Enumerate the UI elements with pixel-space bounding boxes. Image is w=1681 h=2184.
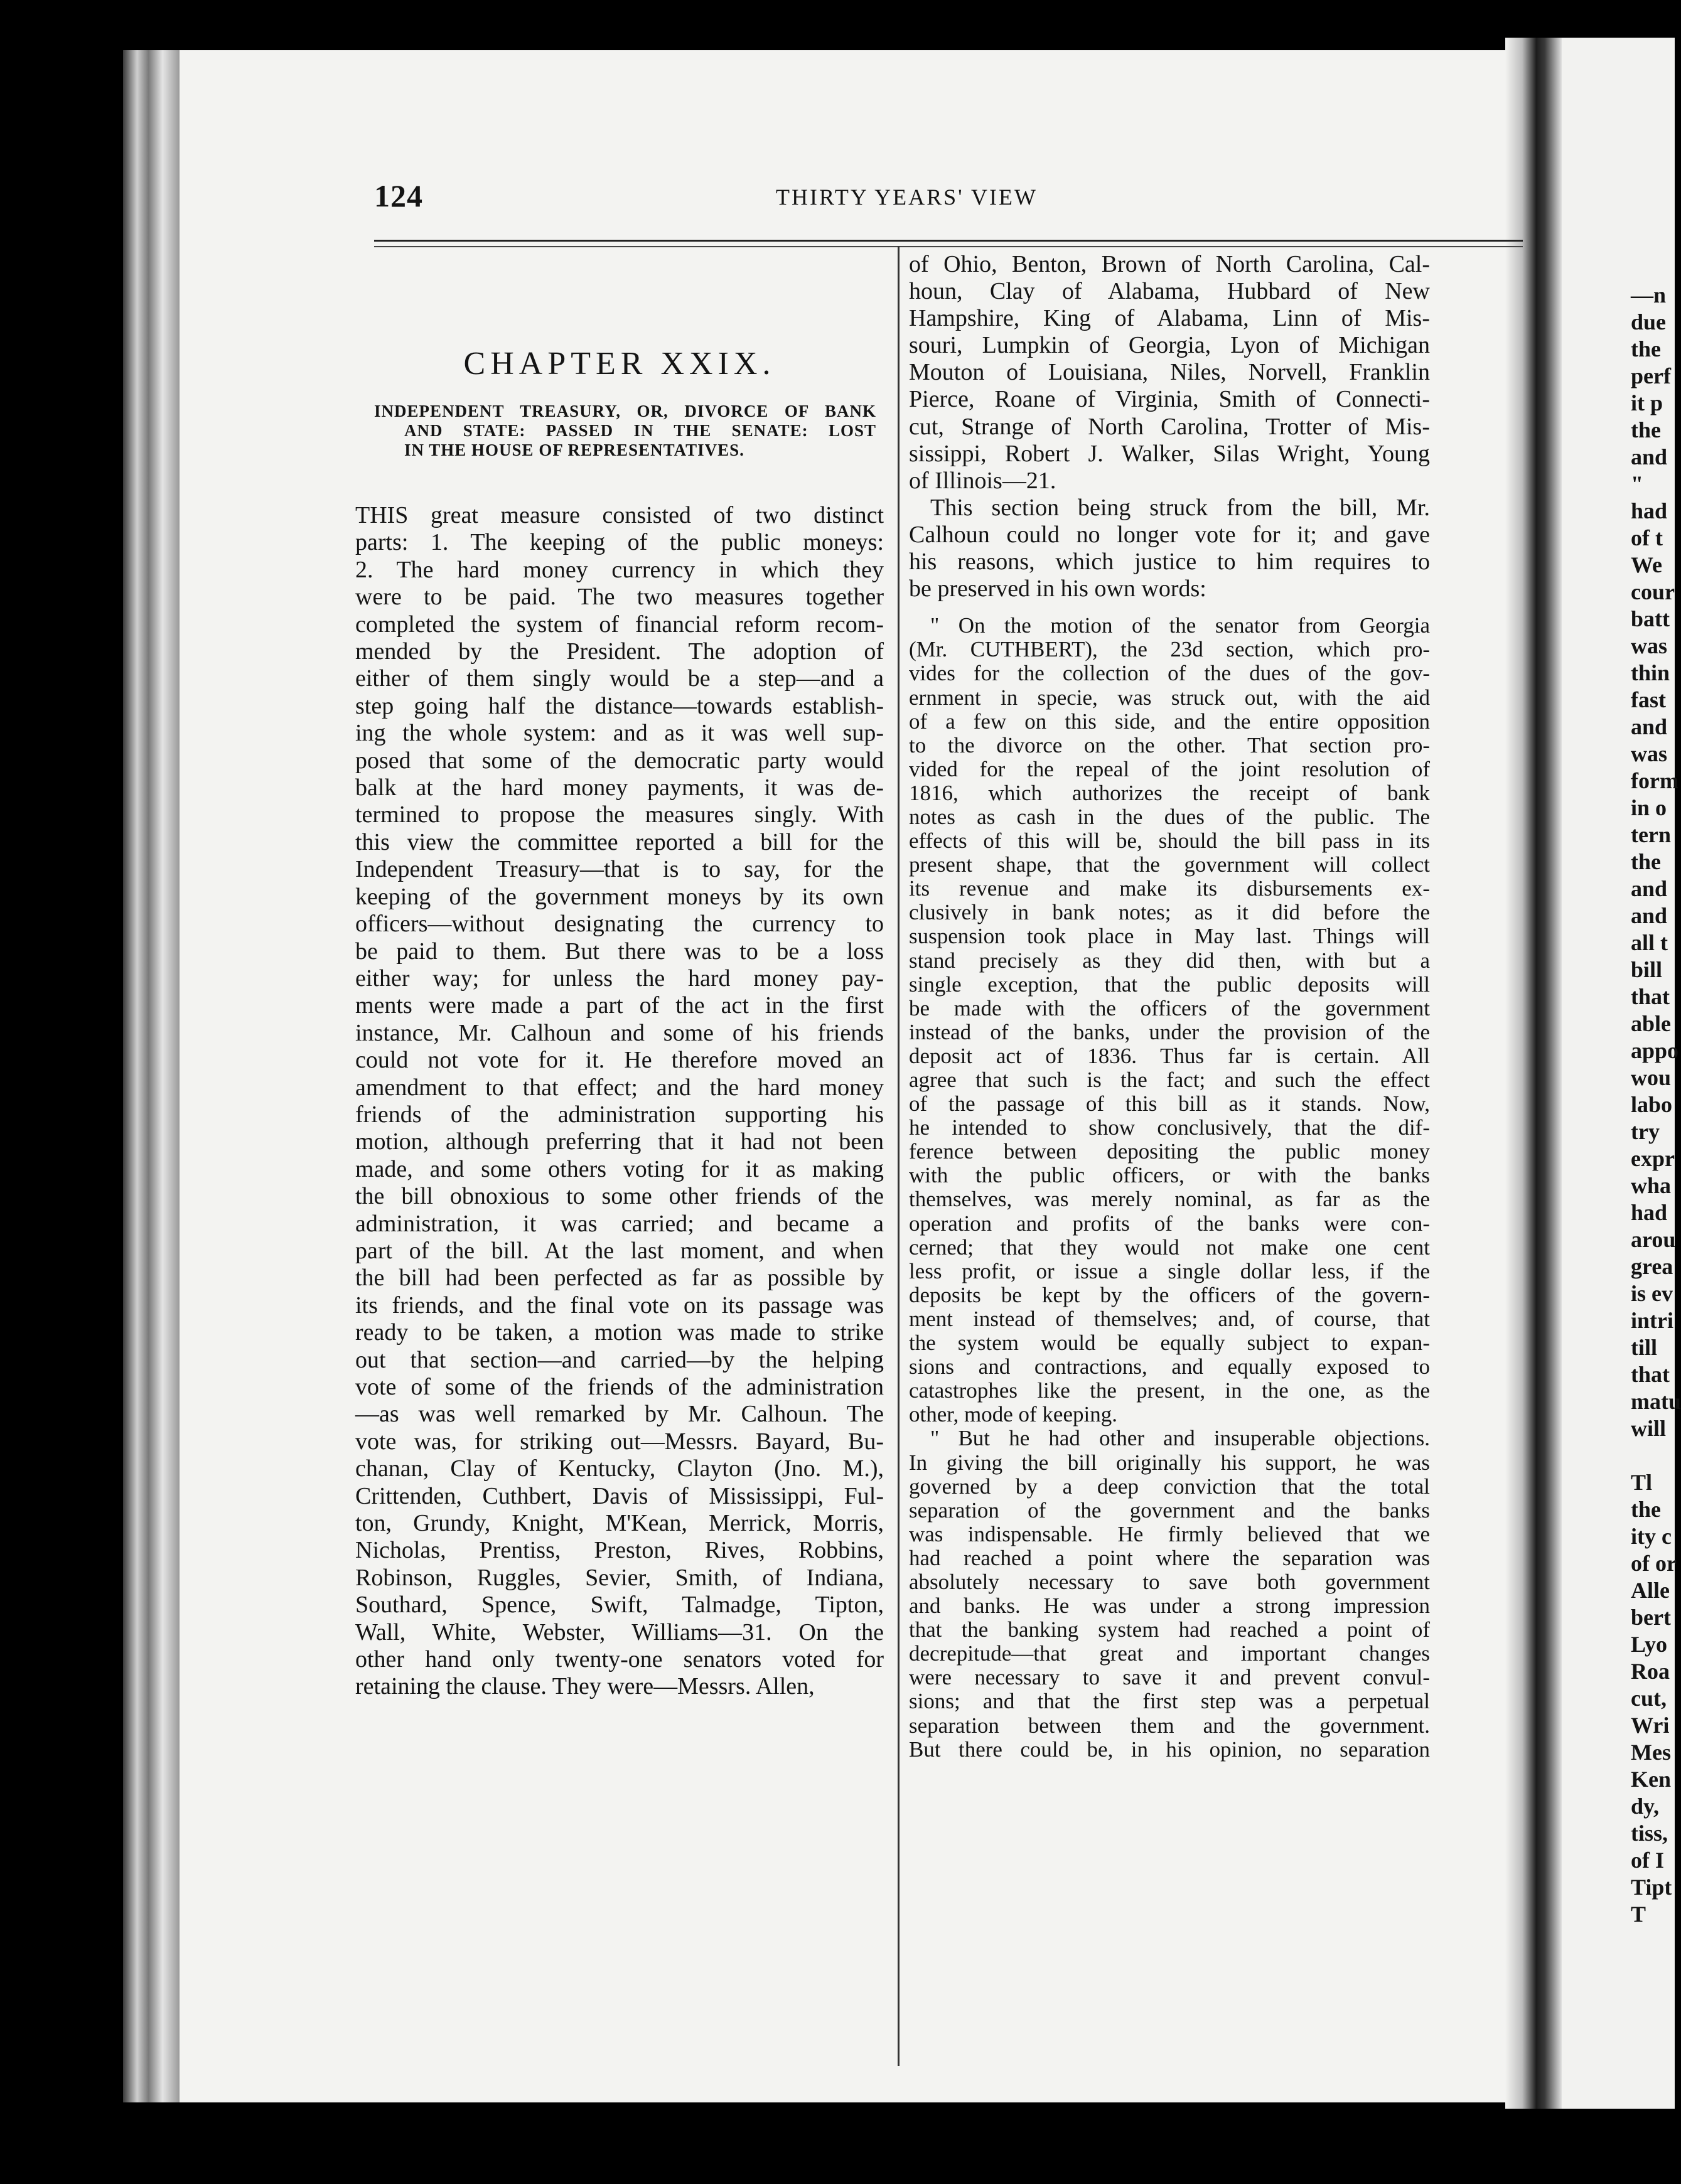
text-line: present shape, that the government will collect bbox=[909, 852, 1430, 877]
facing-page-fragment: fast bbox=[1631, 687, 1666, 712]
facing-page-fragment: bert bbox=[1631, 1605, 1671, 1630]
text-line: administration, it was carried; and became a bbox=[355, 1210, 884, 1237]
column-divider bbox=[898, 246, 900, 2066]
text-line: Hampshire, King of Alabama, Linn of Mis- bbox=[909, 305, 1430, 332]
chapter-summary-line: AND STATE: PASSED IN THE SENATE: LOST bbox=[404, 421, 876, 440]
text-line: clusively in bank notes; as it did before the bbox=[909, 900, 1430, 925]
text-line: its revenue and make its disbursements ex- bbox=[909, 876, 1430, 901]
text-line: ton, Grundy, Knight, M'Kean, Merrick, Morris, bbox=[355, 1510, 884, 1537]
text-line: of Illinois—21. bbox=[909, 467, 1056, 494]
text-line: and banks. He was under a strong impression bbox=[909, 1593, 1430, 1619]
text-line: governed by a deep conviction that the total bbox=[909, 1474, 1430, 1499]
text-line: made, and some others voting for it as making bbox=[355, 1155, 884, 1182]
facing-page-fragment: Tipt bbox=[1631, 1875, 1672, 1900]
facing-page-fragment: and bbox=[1631, 903, 1668, 928]
chapter-title: CHAPTER XXIX. bbox=[463, 346, 776, 382]
facing-page-fragment: Ken bbox=[1631, 1767, 1672, 1792]
text-line: stand precisely as they did then, with but a bbox=[909, 948, 1430, 973]
text-line: of Ohio, Benton, Brown of North Carolina, Cal- bbox=[909, 251, 1430, 277]
facing-page-fragment: bill bbox=[1631, 957, 1663, 982]
page-number: 124 bbox=[374, 178, 423, 213]
text-line: Southard, Spence, Swift, Talmadge, Tipton, bbox=[355, 1592, 884, 1619]
text-line: But there could be, in his opinion, no separation bbox=[909, 1737, 1430, 1762]
facing-page-fragment: and bbox=[1631, 444, 1668, 469]
facing-page-fragment: perf bbox=[1631, 363, 1671, 388]
text-line: retaining the clause. They were—Messrs. Allen, bbox=[355, 1673, 815, 1700]
text-line: houn, Clay of Alabama, Hubbard of New bbox=[909, 278, 1430, 305]
text-line: instance, Mr. Calhoun and some of his friends bbox=[355, 1019, 884, 1046]
text-line: 2. The hard money currency in which they bbox=[355, 556, 884, 583]
facing-page-fragment: T bbox=[1631, 1902, 1646, 1927]
facing-page-fragment: cut, bbox=[1631, 1686, 1667, 1711]
text-line: out that section—and carried—by the helping bbox=[355, 1346, 884, 1373]
facing-page-fragment: it p bbox=[1631, 390, 1663, 415]
facing-page-edge bbox=[1562, 38, 1681, 2109]
chapter-summary-line: INDEPENDENT TREASURY, OR, DIVORCE OF BANK bbox=[374, 402, 876, 420]
facing-page-fragment: Alle bbox=[1631, 1578, 1670, 1603]
text-line: " On the motion of the senator from Georgia bbox=[930, 613, 1430, 638]
text-line: either of them singly would be a step—and a bbox=[355, 665, 884, 692]
text-line: sions; and that the first step was a perpetual bbox=[909, 1689, 1430, 1714]
facing-page-fragment: Wri bbox=[1631, 1713, 1670, 1738]
text-line: Calhoun could no longer vote for it; and gave bbox=[909, 521, 1430, 548]
text-line: 1816, which authorizes the receipt of bank bbox=[909, 780, 1430, 805]
text-line: single exception, that the public deposits will bbox=[909, 972, 1430, 997]
facing-page-fragment: was bbox=[1631, 633, 1668, 658]
facing-page-fragment: labo bbox=[1631, 1092, 1673, 1117]
text-line: be paid to them. But there was to be a loss bbox=[355, 938, 884, 965]
facing-page-fragment: " bbox=[1631, 471, 1643, 496]
text-line: other, mode of keeping. bbox=[909, 1402, 1117, 1427]
text-line: officers—without designating the currency to bbox=[355, 911, 884, 938]
text-line: that the banking system had reached a point of bbox=[909, 1617, 1430, 1642]
book-gutter bbox=[1505, 38, 1562, 2109]
facing-page-fragment: batt bbox=[1631, 606, 1670, 631]
text-line: Robinson, Ruggles, Sevier, Smith, of Indiana, bbox=[355, 1564, 884, 1591]
facing-page-fragment: that bbox=[1631, 1362, 1670, 1387]
facing-page-fragment: in o bbox=[1631, 795, 1667, 820]
text-line: vote of some of the friends of the administration bbox=[355, 1374, 884, 1400]
text-line: the bill had been perfected as far as possible by bbox=[355, 1265, 884, 1292]
facing-page-fragment: due bbox=[1631, 309, 1667, 335]
facing-page-fragment: all t bbox=[1631, 930, 1668, 955]
text-line: its friends, and the final vote on its passage was bbox=[355, 1292, 884, 1319]
text-line: sions and contractions, and equally exposed to bbox=[909, 1354, 1430, 1379]
facing-page-fragment: wou bbox=[1631, 1065, 1672, 1090]
facing-page-fragment: will bbox=[1631, 1416, 1667, 1441]
text-line: either way; for unless the hard money pay- bbox=[355, 965, 884, 992]
chapter-summary-line: IN THE HOUSE OF REPRESENTATIVES. bbox=[404, 441, 744, 459]
text-line: chanan, Clay of Kentucky, Clayton (Jno. M.), bbox=[355, 1455, 884, 1482]
text-line: Pierce, Roane of Virginia, Smith of Connecti- bbox=[909, 386, 1430, 413]
header-rule bbox=[374, 240, 1523, 242]
text-line: catastrophes like the present, in the one, as the bbox=[909, 1378, 1430, 1403]
text-line: mended by the President. The adoption of bbox=[355, 638, 884, 665]
facing-page-fragment: the bbox=[1631, 1497, 1661, 1522]
text-line: posed that some of the democratic party would bbox=[355, 747, 884, 774]
right-column-text bbox=[909, 251, 1430, 1762]
text-line: other hand only twenty-one senators voted for bbox=[355, 1646, 884, 1673]
text-line: the bill obnoxious to some other friends of the bbox=[355, 1183, 884, 1210]
facing-page-fragment: Roa bbox=[1631, 1659, 1670, 1684]
text-line: termined to propose the measures singly. With bbox=[355, 801, 884, 828]
facing-page-fragment: and bbox=[1631, 876, 1668, 901]
text-line: be made with the officers of the government bbox=[909, 995, 1430, 1020]
facing-page-fragment: tiss, bbox=[1631, 1821, 1668, 1846]
text-line: part of the bill. At the last moment, and when bbox=[355, 1237, 884, 1264]
text-line: less profit, or issue a single dollar less, if the bbox=[909, 1258, 1430, 1283]
chapter-summary bbox=[374, 402, 876, 460]
text-line: ready to be taken, a motion was made to strike bbox=[355, 1319, 884, 1346]
facing-page-fragment: expr bbox=[1631, 1146, 1675, 1171]
paragraph-gap bbox=[909, 602, 1430, 614]
text-line: separation between them and the government. bbox=[909, 1713, 1430, 1738]
text-line: friends of the administration supporting his bbox=[355, 1101, 884, 1128]
facing-page-fragment: dy, bbox=[1631, 1794, 1660, 1819]
text-line: suspension took place in May last. Things will bbox=[909, 924, 1430, 949]
text-line: of a few on this side, and the entire opposition bbox=[909, 709, 1430, 734]
text-line: of the passage of this bill as it stands. Now, bbox=[909, 1091, 1430, 1116]
text-line: Independent Treasury—that is to say, for the bbox=[355, 856, 884, 883]
text-line: parts: 1. The keeping of the public moneys: bbox=[355, 529, 884, 556]
facing-page-fragment: try bbox=[1631, 1119, 1660, 1144]
facing-page-fragment: appo bbox=[1631, 1038, 1679, 1063]
facing-page-fragment: thin bbox=[1631, 660, 1670, 685]
text-line: step going half the distance—towards establish- bbox=[355, 692, 884, 719]
text-line: to the divorce on the other. That section pro- bbox=[909, 732, 1430, 757]
facing-page-fragment: the bbox=[1631, 417, 1661, 442]
facing-page-fragment: ity c bbox=[1631, 1524, 1672, 1549]
text-line: keeping of the government moneys by its own bbox=[355, 883, 884, 910]
left-column-text bbox=[355, 502, 884, 1701]
facing-page-fragment: of or bbox=[1631, 1551, 1677, 1576]
facing-page-fragment: —n bbox=[1631, 282, 1667, 308]
facing-page-fragment: arou bbox=[1631, 1227, 1676, 1252]
text-line: (Mr. CUTHBERT), the 23d section, which pro- bbox=[909, 637, 1430, 662]
text-line: This section being struck from the bill, Mr. bbox=[930, 494, 1430, 521]
running-title: THIRTY YEARS' VIEW bbox=[776, 185, 1038, 210]
text-line: Nicholas, Prentiss, Preston, Rives, Robbins, bbox=[355, 1537, 884, 1564]
facing-page-fragment: Tl bbox=[1631, 1470, 1653, 1495]
text-line: souri, Lumpkin of Georgia, Lyon of Michigan bbox=[909, 332, 1430, 359]
text-line: his reasons, which justice to him requires to bbox=[909, 549, 1430, 575]
text-line: ference between depositing the public money bbox=[909, 1139, 1430, 1164]
text-line: deposits be kept by the officers of the govern- bbox=[909, 1282, 1430, 1307]
facing-page-fragment: form bbox=[1631, 768, 1678, 793]
facing-page-fragment: We bbox=[1631, 552, 1662, 577]
text-line: themselves, was merely nominal, as far as the bbox=[909, 1187, 1430, 1212]
text-line: be preserved in his own words: bbox=[909, 575, 1206, 602]
text-line: instead of the banks, under the provision of the bbox=[909, 1019, 1430, 1044]
text-line: cut, Strange of North Carolina, Trotter of Mis- bbox=[909, 413, 1430, 440]
text-line: the system would be equally subject to expan- bbox=[909, 1330, 1430, 1356]
text-line: " But he had other and insuperable objections. bbox=[930, 1426, 1430, 1451]
text-line: absolutely necessary to save both government bbox=[909, 1569, 1430, 1594]
facing-page-fragment: intri bbox=[1631, 1308, 1673, 1333]
facing-page-fragment: and bbox=[1631, 714, 1668, 739]
facing-page-fragment: was bbox=[1631, 741, 1668, 766]
facing-page-fragment: able bbox=[1631, 1011, 1672, 1036]
header-rule-secondary bbox=[374, 246, 1523, 247]
text-line: were to be paid. The two measures together bbox=[355, 584, 884, 611]
facing-page-fragment: Lyo bbox=[1631, 1632, 1668, 1657]
text-line: Crittenden, Cuthbert, Davis of Mississippi, Ful- bbox=[355, 1482, 884, 1509]
text-line: agree that such is the fact; and such the effect bbox=[909, 1068, 1430, 1092]
text-line: —as was well remarked by Mr. Calhoun. The bbox=[355, 1401, 884, 1428]
text-line: sissippi, Robert J. Walker, Silas Wright, Young bbox=[909, 440, 1430, 467]
running-head bbox=[374, 178, 1454, 215]
text-line: separation of the government and the banks bbox=[909, 1497, 1430, 1523]
text-line: balk at the hard money payments, it was de- bbox=[355, 774, 884, 801]
facing-page-fragment: had bbox=[1631, 498, 1668, 523]
facing-page-fragment: had bbox=[1631, 1200, 1668, 1225]
text-line: motion, although preferring that it had not been bbox=[355, 1128, 884, 1155]
facing-page-fragment: grea bbox=[1631, 1254, 1673, 1279]
text-line: could not vote for it. He therefore moved an bbox=[355, 1047, 884, 1074]
text-line: Wall, White, Webster, Williams—31. On the bbox=[355, 1619, 884, 1646]
facing-page-fragment: till bbox=[1631, 1335, 1657, 1360]
text-line: had reached a point where the separation was bbox=[909, 1545, 1430, 1570]
text-line: decrepitude—that great and important changes bbox=[909, 1641, 1430, 1666]
facing-page-fragment: of t bbox=[1631, 525, 1663, 550]
text-line: effects of this will be, should the bill pass in its bbox=[909, 828, 1430, 854]
facing-page-fragment: of I bbox=[1631, 1848, 1664, 1873]
facing-page-fragment: that bbox=[1631, 984, 1670, 1009]
text-line: In giving the bill originally his support, he was bbox=[909, 1450, 1430, 1475]
text-line: deposit act of 1836. Thus far is certain. All bbox=[909, 1043, 1430, 1068]
text-line: amendment to that effect; and the hard money bbox=[355, 1074, 884, 1101]
text-line: vides for the collection of the dues of the gov- bbox=[909, 661, 1430, 686]
text-line: completed the system of financial reform recom- bbox=[355, 611, 884, 638]
facing-page-fragment: Mes bbox=[1631, 1740, 1671, 1765]
text-line: ing the whole system: and as it was well sup- bbox=[355, 720, 884, 747]
facing-page-fragment: tern bbox=[1631, 822, 1671, 847]
text-line: were necessary to save it and prevent convul- bbox=[909, 1665, 1430, 1690]
text-line: Mouton of Louisiana, Niles, Norvell, Franklin bbox=[909, 359, 1430, 386]
facing-page-fragment: the bbox=[1631, 849, 1661, 874]
text-line: ernment in specie, was struck out, with the aid bbox=[909, 685, 1430, 710]
text-line: ment instead of themselves; and, of course, that bbox=[909, 1306, 1430, 1331]
text-line: vote was, for striking out—Messrs. Bayard, Bu- bbox=[355, 1428, 884, 1455]
text-line: he intended to show conclusively, that the dif- bbox=[909, 1115, 1430, 1140]
text-line: cerned; that they would not make one cent bbox=[909, 1234, 1430, 1260]
text-line: was indispensable. He firmly believed that we bbox=[909, 1521, 1430, 1546]
facing-page-fragment: cour bbox=[1631, 579, 1675, 604]
text-line: notes as cash in the dues of the public. The bbox=[909, 804, 1430, 829]
text-line: THIS great measure consisted of two distinct bbox=[355, 502, 884, 528]
facing-page-fragment: wha bbox=[1631, 1173, 1672, 1198]
book-fore-edge bbox=[123, 50, 180, 2102]
facing-page-fragment: is ev bbox=[1631, 1281, 1673, 1306]
text-line: operation and profits of the banks were con- bbox=[909, 1211, 1430, 1236]
facing-page-fragment: the bbox=[1631, 336, 1661, 361]
facing-page-fragment: matu bbox=[1631, 1389, 1681, 1414]
text-line: this view the committee reported a bill for the bbox=[355, 828, 884, 855]
text-line: with the public officers, or with the banks bbox=[909, 1163, 1430, 1188]
text-line: ments were made a part of the act in the first bbox=[355, 992, 884, 1019]
text-line: vided for the repeal of the joint resolution of bbox=[909, 756, 1430, 781]
